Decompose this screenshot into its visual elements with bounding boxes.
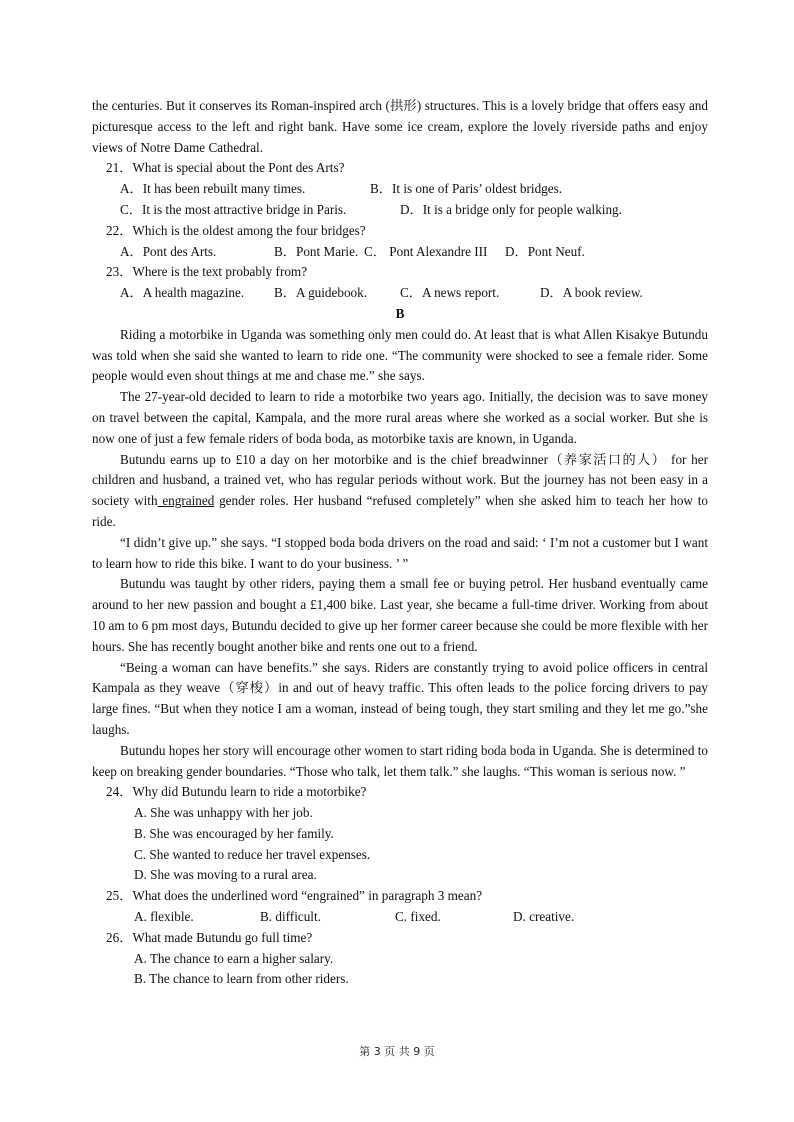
question-21-option-d[interactable]: D．It is a bridge only for people walking.: [400, 201, 622, 217]
underlined-word-engrained: engrained: [157, 493, 215, 509]
passage-b-paragraph-1: Riding a motorbike in Uganda was something only men could do. At least that is what Allen Kisakye Butundu was told when she said she wanted to learn to ride one. “The community were shocked to see a female rider. Some people would even shout things at me and chase me.” she says.: [92, 326, 708, 384]
passage-b-paragraph-5: Butundu was taught by other riders, paying them a small fee or buying petrol. Her husband eventually came around to her new passion and bought a £1,400 bike. Last year, she became a full-time driver. Working from about 10 am to 6 pm most days, Butundu decided to give up her former career because she could be more flexible with her hours. She has recently bought another bike and rents one out to a friend.: [92, 576, 708, 654]
question-21-option-b[interactable]: B．It is one of Paris’ oldest bridges.: [370, 181, 563, 197]
question-21-options-row2: [92, 200, 708, 221]
question-21-option-a[interactable]: A．It has been rebuilt many times.: [120, 181, 306, 197]
question-25-option-d[interactable]: D. creative.: [513, 909, 575, 925]
question-23-option-c[interactable]: C．A news report.: [400, 285, 500, 301]
question-22-stem: 22．Which is the oldest among the four bridges?: [106, 222, 366, 238]
page-text: [92, 96, 708, 990]
passage-b-paragraph-2: The 27-year-old decided to learn to ride a motorbike two years ago. Initially, the decision was to save money on travel between the capital, Kampala, and the more rural areas where she worked as a social worker. But she is now one of just a few female riders of boda boda, as motorbike taxis are known, in Uganda.: [92, 389, 708, 446]
question-24-option-a[interactable]: A. She was unhappy with her job.: [134, 805, 313, 821]
question-24-option-d[interactable]: D. She was moving to a rural area.: [134, 867, 317, 883]
question-26-option-a[interactable]: A. The chance to earn a higher salary.: [134, 950, 334, 966]
paragraph-3-text-after: gender roles. Her husband “refused completely” when she asked him to teach her how to ride.: [92, 493, 708, 529]
question-22-option-c[interactable]: C． Pont Alexandre III: [364, 243, 488, 259]
question-22-options: [92, 242, 708, 263]
question-25-stem: 25．What does the underlined word “engrained” in paragraph 3 mean?: [106, 888, 483, 904]
question-22-option-d[interactable]: D．Pont Neuf.: [505, 243, 585, 259]
question-25-option-a[interactable]: A. flexible.: [134, 909, 194, 925]
question-21-stem: 21．What is special about the Pont des Arts?: [106, 160, 345, 176]
question-26-stem: 26．What made Butundu go full time?: [106, 929, 313, 945]
question-22-option-b[interactable]: B．Pont Marie.: [274, 243, 359, 259]
paragraph-3-text-before: Butundu earns up to £10 a day on her motorbike and is the chief breadwinner（养家活口的人） for her children and husband, a trained vet, who has regular periods without work. But the journey has not been easy in a society with: [92, 451, 708, 509]
passage-b-paragraph-7: Butundu hopes her story will encourage other women to start riding boda boda in Uganda. She is determined to keep on breaking gender boundaries. “Those who talk, let them talk.” she laughs. “This woman is serious now. ”: [92, 742, 708, 779]
passage-a-tail: the centuries. But it conserves its Roman-inspired arch (拱形) structures. This is a lovely bridge that offers easy and picturesque access to the left and right bank. Have some ice cream, explore the lovely riverside paths and enjoy views of Notre Dame Cathedral.: [92, 98, 708, 155]
question-25-option-b[interactable]: B. difficult.: [260, 909, 321, 925]
question-21-option-c[interactable]: C．It is the most attractive bridge in Paris.: [120, 201, 347, 217]
passage-b-paragraph-3: [92, 450, 708, 533]
page-number-footer: 第 3 页 共 9 页: [359, 1045, 435, 1058]
question-24-option-c[interactable]: C. She wanted to reduce her travel expenses.: [134, 846, 371, 862]
question-22-option-a[interactable]: A．Pont des Arts.: [120, 243, 217, 259]
question-23-option-a[interactable]: A．A health magazine.: [120, 285, 245, 301]
passage-b-paragraph-4: “I didn’t give up.” she says. “I stopped boda boda drivers on the road and said: ‘ I’m not a customer but I want to learn how to ride this bike. I want to do your business. ’ ”: [92, 534, 708, 571]
passage-b-paragraph-6: “Being a woman can have benefits.” she says. Riders are constantly trying to avoid police officers in central Kampala as they weave（穿梭）in and out of heavy traffic. This often leads to the police forcing drivers to pay large fines. “But when they notice I am a woman, instead of being tough, they start smiling and they let me go.”she laughs.: [92, 659, 708, 737]
question-24-stem: 24．Why did Butundu learn to ride a motorbike?: [106, 784, 367, 800]
question-24-option-b[interactable]: B. She was encouraged by her family.: [134, 825, 334, 841]
question-23-stem: 23．Where is the text probably from?: [106, 264, 308, 280]
question-21-options-row1: [92, 179, 708, 200]
question-25-option-c[interactable]: C. fixed.: [395, 909, 441, 925]
question-26-option-b[interactable]: B. The chance to learn from other riders.: [134, 971, 349, 987]
section-b-heading: B: [395, 305, 405, 321]
question-25-options: [92, 907, 708, 928]
question-23-options: [92, 283, 708, 304]
question-23-option-b[interactable]: B．A guidebook.: [274, 285, 368, 301]
question-23-option-d[interactable]: D．A book review.: [540, 285, 643, 301]
